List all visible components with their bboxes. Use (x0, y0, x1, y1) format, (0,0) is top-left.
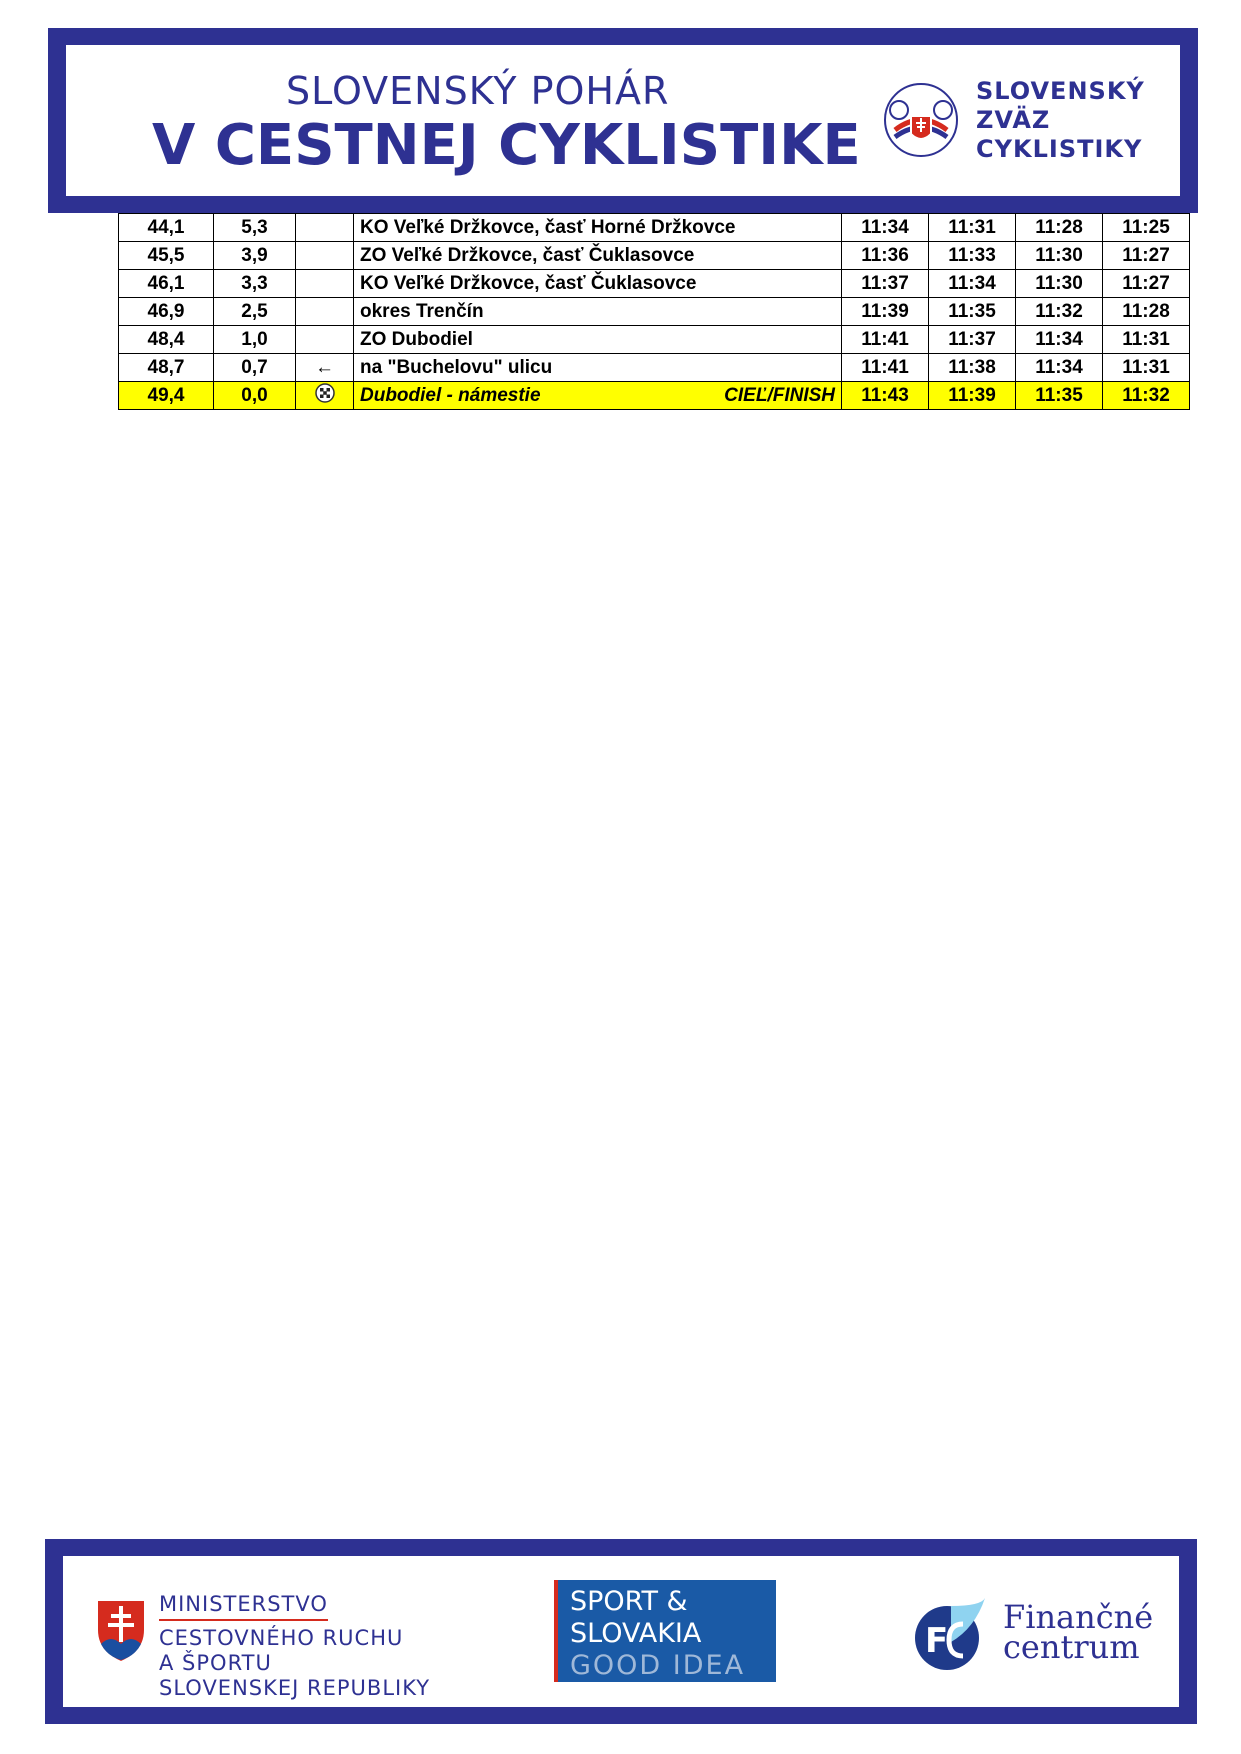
time-cell-3: 11:28 (1016, 214, 1103, 242)
time-cell-4: 11:31 (1103, 326, 1190, 354)
remaining-cell: 0,7 (214, 354, 296, 382)
ministry-line-4: SLOVENSKEJ REPUBLIKY (159, 1676, 431, 1700)
financne-centrum-name (1003, 1598, 1154, 1666)
table-row (119, 242, 1190, 270)
direction-cell (296, 242, 354, 270)
direction-cell (296, 298, 354, 326)
time-cell-1: 11:43 (842, 382, 929, 410)
km-cell: 48,4 (119, 326, 214, 354)
time-cell-1: 11:37 (842, 270, 929, 298)
time-cell-2: 11:34 (929, 270, 1016, 298)
finish-place: Dubodiel - námestie (360, 384, 541, 406)
title-line-1: SLOVENSKÝ POHÁR (286, 69, 670, 113)
ministry-line-2: CESTOVNÉHO RUCHU (159, 1626, 404, 1650)
org-line-3: CYKLISTIKY (976, 135, 1143, 163)
km-cell: 44,1 (119, 214, 214, 242)
direction-cell (296, 326, 354, 354)
time-cell-2: 11:33 (929, 242, 1016, 270)
time-cell-3: 11:35 (1016, 382, 1103, 410)
time-cell-4: 11:31 (1103, 354, 1190, 382)
km-cell: 49,4 (119, 382, 214, 410)
time-cell-3: 11:30 (1016, 242, 1103, 270)
table-row (119, 298, 1190, 326)
financne-centrum-logo-icon (911, 1594, 991, 1674)
org-line-2: ZVÄZ (976, 106, 1051, 134)
km-cell: 45,5 (119, 242, 214, 270)
time-cell-2: 11:39 (929, 382, 1016, 410)
place-cell (354, 382, 842, 410)
org-line-1: SLOVENSKÝ (976, 77, 1145, 105)
remaining-cell: 0,0 (214, 382, 296, 410)
fc-line-2: centrum (1003, 1628, 1140, 1666)
place-cell: ZO Veľké Držkovce, časť Čuklasovce (354, 242, 842, 270)
header-banner-inner (66, 45, 1180, 196)
remaining-cell: 1,0 (214, 326, 296, 354)
remaining-cell: 3,9 (214, 242, 296, 270)
table-row (119, 270, 1190, 298)
finish-row (119, 382, 1190, 410)
ministry-name (159, 1592, 430, 1701)
sport-line-1: SPORT & (570, 1586, 688, 1617)
ministry-line-1: MINISTERSTVO (159, 1592, 328, 1621)
slovak-coat-of-arms-icon (95, 1598, 147, 1664)
time-cell-2: 11:38 (929, 354, 1016, 382)
cycling-federation-name (976, 77, 1145, 164)
svg-text:F: F (925, 1621, 949, 1661)
left-arrow-icon: ← (296, 354, 354, 382)
place-cell: na "Buchelovu" ulicu (354, 354, 842, 382)
sport-line-3: GOOD IDEA (570, 1650, 746, 1681)
sport-slovakia-logo (554, 1580, 776, 1682)
time-cell-4: 11:25 (1103, 214, 1190, 242)
remaining-cell: 5,3 (214, 214, 296, 242)
direction-cell (296, 214, 354, 242)
km-cell: 46,1 (119, 270, 214, 298)
sponsor-footer (45, 1539, 1197, 1724)
time-cell-3: 11:34 (1016, 354, 1103, 382)
time-cell-4: 11:27 (1103, 242, 1190, 270)
time-cell-2: 11:31 (929, 214, 1016, 242)
time-cell-1: 11:39 (842, 298, 929, 326)
time-cell-3: 11:34 (1016, 326, 1103, 354)
time-cell-2: 11:37 (929, 326, 1016, 354)
time-cell-1: 11:36 (842, 242, 929, 270)
remaining-cell: 2,5 (214, 298, 296, 326)
place-cell: okres Trenčín (354, 298, 842, 326)
sponsor-footer-inner (63, 1556, 1179, 1707)
finish-flag-icon (296, 382, 354, 410)
time-cell-3: 11:32 (1016, 298, 1103, 326)
remaining-cell: 3,3 (214, 270, 296, 298)
km-cell: 46,9 (119, 298, 214, 326)
table-row (119, 354, 1190, 382)
time-cell-2: 11:35 (929, 298, 1016, 326)
table-row (119, 326, 1190, 354)
km-cell: 48,7 (119, 354, 214, 382)
time-cell-3: 11:30 (1016, 270, 1103, 298)
sport-line-2: SLOVAKIA (570, 1618, 702, 1649)
place-cell: ZO Dubodiel (354, 326, 842, 354)
fc-line-1: Finančné (1003, 1598, 1154, 1636)
finish-label: CIEĽ/FINISH (724, 384, 835, 406)
table-row (119, 214, 1190, 242)
title-line-2: V CESTNEJ CYKLISTIKE (152, 113, 861, 178)
direction-cell (296, 270, 354, 298)
time-cell-4: 11:32 (1103, 382, 1190, 410)
time-cell-4: 11:27 (1103, 270, 1190, 298)
header-banner (48, 28, 1198, 213)
checkered-flag-icon (315, 383, 335, 403)
place-cell: KO Veľké Držkovce, časť Horné Držkovce (354, 214, 842, 242)
time-cell-4: 11:28 (1103, 298, 1190, 326)
place-cell: KO Veľké Držkovce, časť Čuklasovce (354, 270, 842, 298)
time-cell-1: 11:34 (842, 214, 929, 242)
time-cell-1: 11:41 (842, 354, 929, 382)
ministry-line-3: A ŠPORTU (159, 1651, 272, 1675)
cycling-federation-logo-icon (881, 80, 961, 160)
time-cell-1: 11:41 (842, 326, 929, 354)
route-schedule-table (118, 213, 1190, 410)
